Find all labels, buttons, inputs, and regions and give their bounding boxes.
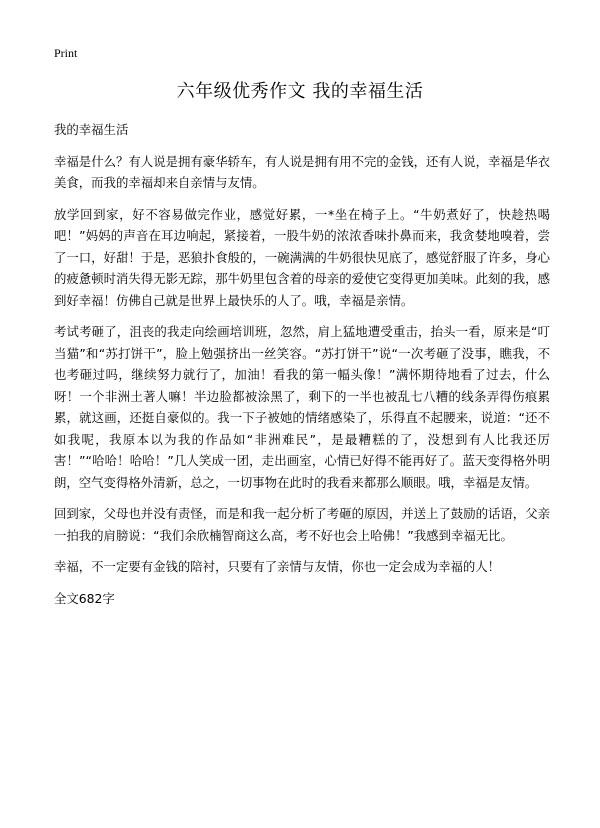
word-count: 全文682字 [54,590,115,606]
article-subtitle: 我的幸福生活 [54,122,129,137]
page-title: 六年级优秀作文 我的幸福生活 [176,81,424,102]
paragraph-1: 幸福是什么？有人说是拥有豪华轿车，有人说是拥有用不完的金钱，还有人说，幸福是华衣美食，而我的幸福却来自亲情与友情。 [54,153,550,190]
article-body [54,119,550,619]
print-link[interactable]: Print [54,46,78,60]
paragraph-3: 考试考砸了，沮丧的我走向绘画培训班，忽然，肩上猛地遭受重击，抬头一看，原来是“叮当猫”和“苏打饼干”，脸上勉强挤出一丝笑容。“苏打饼干”说“一次考砸了没事，瞧我，不也考砸过吗，继续努力就行了，加油！看我的第一幅头像！”满怀期待地看了过去，什么呀！一个非洲土著人嘛！半边脸都被涂黑了，剩下的一半也被乱七八糟的线条弄得伤痕累累，就这画，还挺自豪似的。我一下子被她的情绪感染了，乐得直不起腰来，说道：“还不如我呢，我原本以为我的作品如“非洲难民”，是最糟糕的了，没想到有人比我还厉害！”“哈哈！哈哈！”几人笑成一团，走出画室，心情已好得不能再好了。蓝天变得格外明朗，空气变得格外清新，总之，一切事物在此时的我看来都那么顺眼。哦，幸福是友情。 [54,324,550,490]
paragraph-4: 回到家，父母也并没有责怪，而是和我一起分析了考砸的原因，并送上了鼓励的话语，父亲一拍我的肩膀说：“我们余欣楠智商这么高，考不好也会上哈佛！”我感到幸福无比。 [54,506,550,543]
paragraph-5: 幸福，不一定要有金钱的陪衬，只要有了亲情与友情，你也一定会成为幸福的人！ [54,559,501,574]
paragraph-2: 放学回到家，好不容易做完作业，感觉好累，一*坐在椅子上。“牛奶煮好了，快趁热喝吧！”妈妈的声音在耳边响起，紧接着，一股牛奶的浓浓香味扑鼻而来，我贪婪地嗅着，尝了一口，好甜！于是，恶狼扑食般的，一碗满满的牛奶很快见底了，感觉舒服了许多，身心的疲惫顿时消失得无影无踪，那牛奶里包含着的母亲的爱使它变得更加美味。此刻的我，感到好幸福！仿佛自己就是世界上最快乐的人了。哦，幸福是亲情。 [54,206,550,308]
